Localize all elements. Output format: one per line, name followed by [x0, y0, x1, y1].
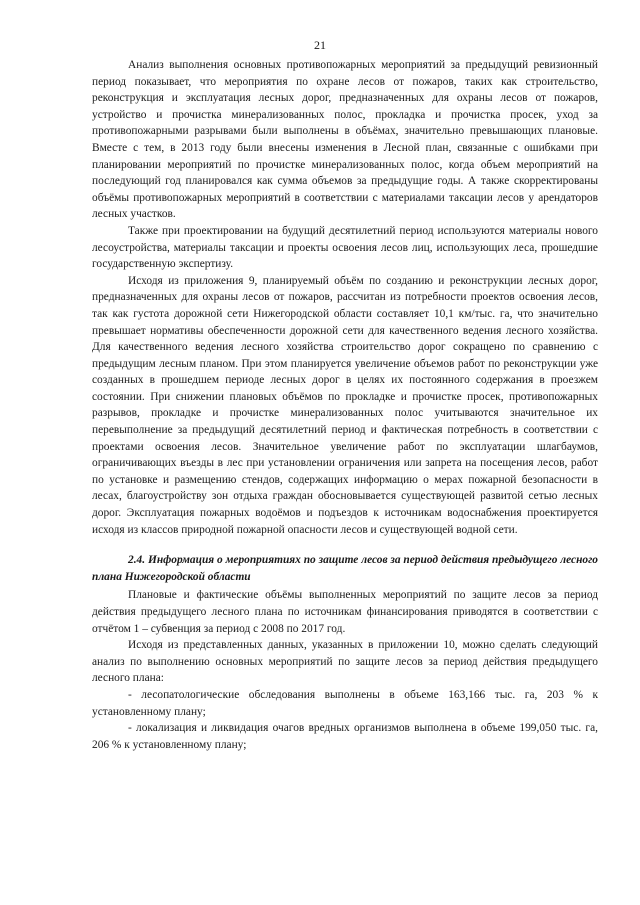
- paragraph-planning-materials: Также при проектировании на будущий десятилетний период используются материалы нового лесоустройства, материалы таксации и проекты освоения лесов лиц, использующих леса, прошедшие государственную экспертизу.: [92, 224, 598, 271]
- page-number: 21: [314, 38, 326, 52]
- paragraph-fire-measures-analysis: Анализ выполнения основных противопожарных мероприятий за предыдущий ревизионный период показывает, что мероприятия по охране лесов от пожаров, таких как строительство, реконструкция и эксплуатация лесных дорог, предназначенных для охраны лесов от пожаров, устройство и прочистка минерализованных полос, прокладка и прочистка просек, уход за противопожарными разрывами были выполнены в объёмах, значительно превышающих плановые. Вместе с тем, в 2013 году были внесены изменения в Лесной план, связанные с ошибками при планировании мероприятий по прочистке минерализованных полос, когда объем мероприятий на последующий год планировался как сумма объемов за предыдущие годы. А также скорректированы объёмы противопожарных мероприятий в соответствии с материалами таксации лесов у арендаторов лесных участков.: [92, 59, 598, 221]
- document-body: [92, 57, 598, 753]
- list-item-pathology-surveys: - лесопатологические обследования выполнены в объеме 163,166 тыс. га, 203 % к установленному плану;: [92, 688, 598, 718]
- paragraph-forest-roads: Исходя из приложения 9, планируемый объём по созданию и реконструкции лесных дорог, предназначенных для охраны лесов от пожаров, рассчитан из потребности проектов освоения лесов, так как густота дорожной сети Нижегородской области составляет 10,1 км/тыс. га, что значительно превышает нормативы обеспеченности дорожной сети для качественного ведения лесного хозяйства. Для качественного ведения лесного хозяйства строительство дорог сокращено по сравнению с предыдущим лесным планом. При этом планируется увеличение объемов работ по реконструкции уже созданных в прошедшем периоде лесных дорог в целях их постоянного содержания в проезжем состоянии. При снижении плановых объёмов по прокладке и прочистке просек, противопожарных разрывов, прокладке и прочистке минерализованных полос учитываются значительное их перевыполнение за предыдущий десятилетний период и фактическая потребность в соответствии с проектами освоения лесов. Значительное увеличение работ по эксплуатации шлагбаумов, ограничивающих въезды в лес при установлении ограничения или запрета на посещения лесов, работ по установке и размещению стендов, содержащих информацию о мерах пожарной безопасности в лесах, благоустройству зон отдыха граждан обосновывается существующей развитой сетью лесных дорог. Эксплуатация пожарных водоёмов и подъездов к источникам водоснабжения проектируется исходя из классов природной пожарной опасности лесов и существующей водной сети.: [92, 274, 598, 536]
- paragraph-protection-volumes: Плановые и фактические объёмы выполненных мероприятий по защите лесов за период действия предыдущего лесного плана по источникам финансирования приводятся в соответствии с отчётом 1 – субвенция за период с 2008 по 2017 год.: [92, 589, 598, 635]
- section-heading: 2.4. Информация о мероприятиях по защите лесов за период действия предыдущего лесного плана Нижегородской области: [92, 554, 598, 583]
- paragraph-analysis-intro: Исходя из представленных данных, указанных в приложении 10, можно сделать следующий анализ по выполнению основных мероприятий по защите лесов за период действия предыдущего лесного плана:: [92, 639, 598, 685]
- list-item-pest-localization: - локализация и ликвидация очагов вредных организмов выполнена в объеме 199,050 тыс. га, 206 % к установленному плану;: [92, 722, 598, 751]
